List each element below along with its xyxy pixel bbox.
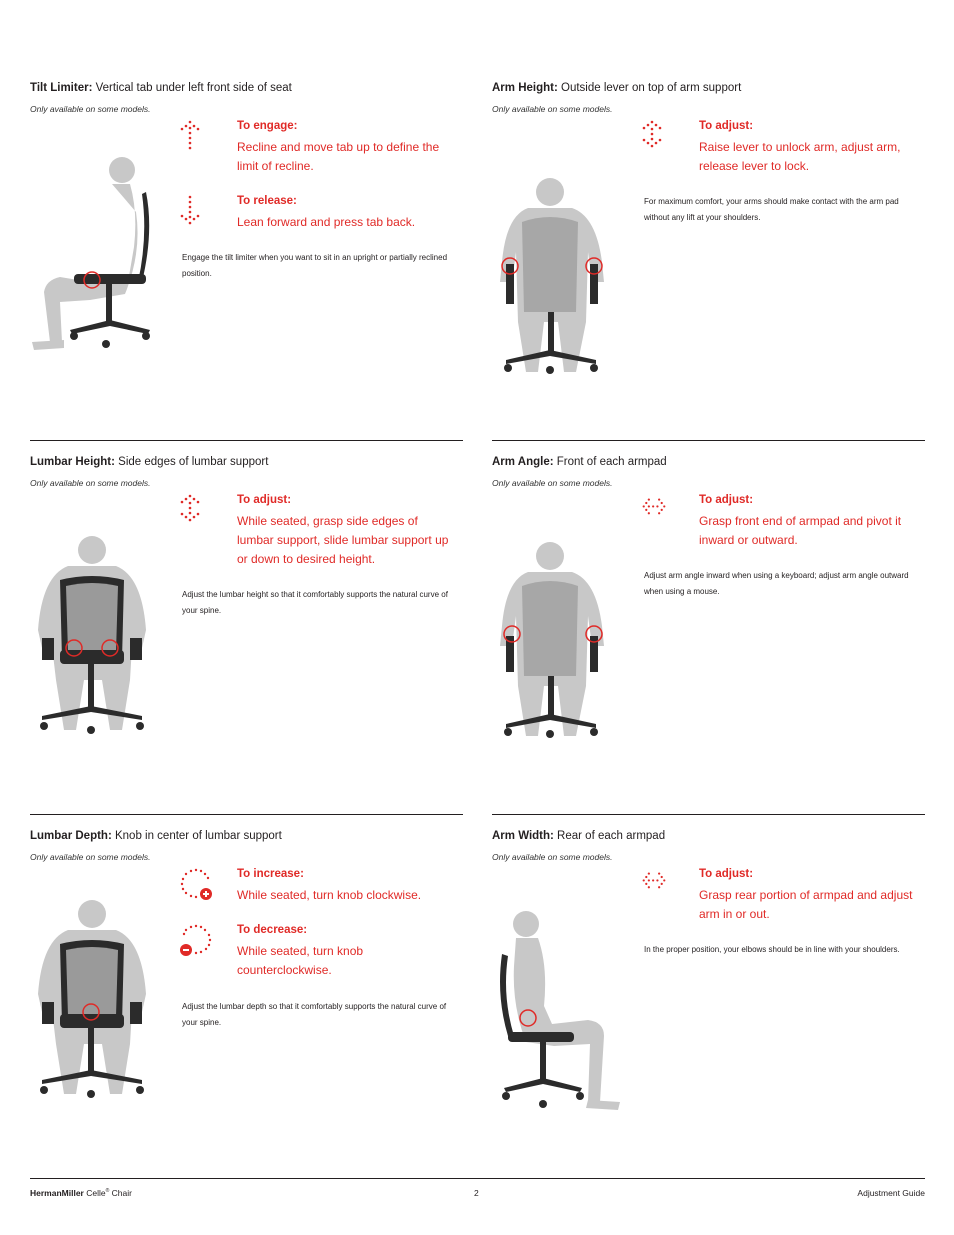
arrow-up-down-icon (180, 494, 204, 524)
footer-divider (30, 1178, 925, 1179)
section-title (492, 82, 741, 94)
section-label: Lumbar Height: (30, 456, 115, 468)
section-label: Arm Height: (492, 82, 558, 94)
instruction-text: Grasp front end of armpad and pivot it inward or outward. (699, 514, 902, 547)
section-divider (492, 440, 925, 441)
instruction-text: While seated, turn knob counterclockwise. (237, 944, 364, 977)
section-detail: Side edges of lumbar support (114, 456, 269, 468)
rotate-clockwise-plus-icon (180, 868, 212, 900)
section-description: In the proper position, your elbows should be in line with your shoulders. (644, 945, 900, 954)
section-detail: Rear of each armpad (553, 830, 666, 842)
registered-mark: ® (105, 1188, 110, 1195)
section-detail: Vertical tab under left front side of seat (92, 82, 292, 94)
section-description: Adjust the lumbar depth so that it comfortably supports the natural curve of your spine. (182, 1002, 447, 1027)
section-description: Adjust the lumbar height so that it comfortably supports the natural curve of your spine. (182, 590, 448, 615)
section-arm-angle (492, 456, 926, 756)
guide-title: Adjustment Guide (857, 1188, 925, 1198)
instruction-heading: To engage: (237, 120, 298, 132)
chair-side-view-illustration (492, 906, 622, 1120)
instruction-heading: To adjust: (699, 120, 754, 132)
chair-rear-view-illustration (30, 894, 160, 1116)
availability-note: Only available on some models. (30, 852, 151, 862)
instruction-heading: To decrease: (237, 924, 308, 936)
section-divider (492, 814, 925, 815)
section-title (492, 830, 665, 842)
arrow-left-right-icon (642, 868, 666, 898)
section-divider (30, 814, 463, 815)
section-description: For maximum comfort, your arms should make contact with the arm pad without any lift at your shoulders. (644, 197, 899, 222)
instruction-heading: To adjust: (699, 868, 754, 880)
section-divider (30, 440, 463, 441)
instruction-heading: To increase: (237, 868, 304, 880)
arrow-up-down-icon (642, 120, 666, 150)
availability-note: Only available on some models. (30, 478, 151, 488)
section-lumbar-depth (30, 830, 464, 1130)
section-lumbar-height (30, 456, 464, 756)
section-detail: Outside lever on top of arm support (557, 82, 742, 94)
section-description: Adjust arm angle inward when using a keyboard; adjust arm angle outward when using a mouse. (644, 571, 909, 596)
availability-note: Only available on some models. (30, 104, 151, 114)
section-detail: Front of each armpad (553, 456, 667, 468)
chair-rear-view-illustration (30, 530, 160, 752)
section-arm-width (492, 830, 926, 1140)
chair-front-view-illustration (492, 536, 622, 758)
instruction-heading: To adjust: (699, 494, 754, 506)
chair-side-view-illustration (30, 152, 160, 362)
section-tilt-limiter (30, 82, 464, 382)
section-title (30, 82, 292, 94)
section-title (492, 456, 667, 468)
section-label: Lumbar Depth: (30, 830, 112, 842)
footer-brand (30, 1188, 132, 1198)
brand-logo-text: HermanMiller (30, 1188, 84, 1198)
section-title (30, 830, 282, 842)
arrow-up-icon (180, 120, 204, 150)
section-detail: Knob in center of lumbar support (111, 830, 282, 842)
section-description: Engage the tilt limiter when you want to sit in an upright or partially reclined position. (182, 253, 448, 278)
arrow-left-right-icon (642, 494, 666, 524)
instruction-text: While seated, grasp side edges of lumbar support, slide lumbar support up or down to desired height. (237, 514, 449, 566)
section-label: Tilt Limiter: (30, 82, 93, 94)
availability-note: Only available on some models. (492, 104, 613, 114)
instruction-text: Raise lever to unlock arm, adjust arm, release lever to lock. (699, 140, 901, 173)
product-name: Celle (83, 1188, 106, 1198)
instruction-text: Lean forward and press tab back. (237, 215, 416, 229)
section-arm-height (492, 82, 926, 382)
section-label: Arm Width: (492, 830, 554, 842)
arrow-down-icon (180, 195, 204, 225)
instruction-heading: To adjust: (237, 494, 292, 506)
page-number: 2 (474, 1188, 479, 1198)
section-title (30, 456, 268, 468)
product-suffix: Chair (109, 1188, 132, 1198)
availability-note: Only available on some models. (492, 478, 613, 488)
instruction-text: Grasp rear portion of armpad and adjust arm in or out. (699, 888, 913, 921)
section-label: Arm Angle: (492, 456, 554, 468)
availability-note: Only available on some models. (492, 852, 613, 862)
instruction-heading: To release: (237, 195, 297, 207)
instruction-text: Recline and move tab up to define the limit of recline. (237, 140, 440, 173)
instruction-text: While seated, turn knob clockwise. (237, 888, 422, 902)
rotate-counterclockwise-minus-icon (180, 924, 212, 956)
chair-front-view-illustration (492, 172, 622, 392)
